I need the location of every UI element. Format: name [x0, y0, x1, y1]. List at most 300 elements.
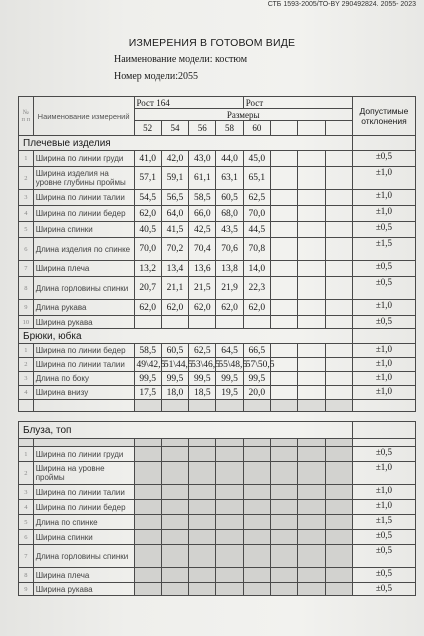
value-cell — [161, 500, 188, 515]
value-cell: 43,5 — [216, 222, 243, 238]
size-cell: 60 — [243, 121, 270, 136]
tolerance-cell: ±1,0 — [352, 372, 415, 386]
value-cell — [134, 530, 161, 545]
tolerance-cell: ±0,5 — [352, 151, 415, 167]
value-cell — [243, 316, 270, 329]
value-cell — [161, 462, 188, 485]
value-cell: 99,5 — [243, 372, 270, 386]
value-cell: 13,2 — [134, 261, 161, 277]
size-cell — [271, 121, 298, 136]
value-cell — [134, 515, 161, 530]
value-cell — [134, 462, 161, 485]
value-cell — [243, 583, 270, 596]
table-row — [19, 545, 416, 568]
value-cell: 45,0 — [243, 151, 270, 167]
value-cell — [271, 485, 298, 500]
value-cell — [134, 545, 161, 568]
row-number: 1 — [19, 447, 34, 462]
rost-164-header: Рост 164 — [134, 97, 243, 109]
size-cell: 56 — [189, 121, 216, 136]
value-cell — [134, 485, 161, 500]
measurement-name: Ширина рукава — [33, 583, 134, 596]
tolerance-cell: ±0,5 — [352, 261, 415, 277]
value-cell — [271, 462, 298, 485]
value-cell: 70,2 — [161, 238, 188, 261]
section-tol-cell — [352, 136, 415, 151]
value-cell — [325, 300, 352, 316]
table-row — [19, 530, 416, 545]
rost-header: Рост — [243, 97, 352, 109]
value-cell — [189, 447, 216, 462]
value-cell — [271, 190, 298, 206]
measurement-name: Ширина плеча — [33, 568, 134, 583]
tolerance-cell: ±1,0 — [352, 500, 415, 515]
value-cell — [298, 222, 325, 238]
value-cell — [189, 462, 216, 485]
row-number: 2 — [19, 167, 34, 190]
value-cell — [189, 530, 216, 545]
measurement-name: Ширина по линии бедер — [33, 500, 134, 515]
value-cell — [161, 530, 188, 545]
value-cell: 59,1 — [161, 167, 188, 190]
measurement-name: Ширина плеча — [33, 261, 134, 277]
value-cell — [325, 238, 352, 261]
value-cell — [216, 500, 243, 515]
tolerance-cell: ±0,5 — [352, 568, 415, 583]
value-cell: 13,8 — [216, 261, 243, 277]
section-title: Блуза, топ — [19, 422, 353, 439]
row-number: 7 — [19, 261, 34, 277]
tolerance-cell: ±0,5 — [352, 222, 415, 238]
value-cell — [189, 568, 216, 583]
value-cell — [325, 206, 352, 222]
value-cell: 64,5 — [216, 344, 243, 358]
value-cell: 58,5 — [134, 344, 161, 358]
table-row — [19, 568, 416, 583]
value-cell — [134, 568, 161, 583]
value-cell — [134, 583, 161, 596]
value-cell: 62,0 — [134, 206, 161, 222]
value-cell — [243, 462, 270, 485]
value-cell: 70,0 — [243, 206, 270, 222]
value-cell: 21,9 — [216, 277, 243, 300]
section-row — [19, 136, 416, 151]
value-cell — [271, 530, 298, 545]
value-cell — [325, 344, 352, 358]
measurement-name: Ширина по линии груди — [33, 151, 134, 167]
tolerance-cell: ±1,0 — [352, 167, 415, 190]
value-cell: 70,8 — [243, 238, 270, 261]
value-cell: 42,0 — [161, 151, 188, 167]
tolerance-cell: ±1,0 — [352, 358, 415, 372]
document-title: ИЗМЕРЕНИЯ В ГОТОВОМ ВИДЕ — [128, 37, 296, 49]
size-cell: 54 — [161, 121, 188, 136]
table-row — [19, 261, 416, 277]
value-cell — [189, 500, 216, 515]
value-cell — [298, 545, 325, 568]
value-cell — [243, 485, 270, 500]
value-cell — [298, 447, 325, 462]
name-header: Наименование измерений — [33, 97, 134, 136]
section-title: Плечевые изделия — [19, 136, 353, 151]
value-cell — [271, 151, 298, 167]
table-row — [19, 485, 416, 500]
value-cell: 99,5 — [189, 372, 216, 386]
value-cell — [243, 447, 270, 462]
value-cell — [271, 206, 298, 222]
value-cell — [298, 151, 325, 167]
size-cell: 52 — [134, 121, 161, 136]
value-cell: 41,5 — [161, 222, 188, 238]
tolerance-cell: ±0,5 — [352, 530, 415, 545]
value-cell: 60,5 — [216, 190, 243, 206]
row-number: 1 — [19, 344, 34, 358]
tolerance-cell: ±1,0 — [352, 300, 415, 316]
value-cell: 60,5 — [161, 344, 188, 358]
measurement-name: Ширина по линии бедер — [33, 344, 134, 358]
value-cell: 62,5 — [243, 190, 270, 206]
value-cell — [325, 447, 352, 462]
value-cell — [161, 583, 188, 596]
value-cell — [298, 167, 325, 190]
value-cell: 57,1 — [134, 167, 161, 190]
value-cell — [271, 222, 298, 238]
value-cell — [325, 372, 352, 386]
value-cell — [325, 358, 352, 372]
value-cell: 62,0 — [189, 300, 216, 316]
row-number: 7 — [19, 545, 34, 568]
measurement-name: Ширина по линии талии — [33, 190, 134, 206]
value-cell: 99,5 — [161, 372, 188, 386]
value-cell — [325, 167, 352, 190]
value-cell: 14,0 — [243, 261, 270, 277]
measurement-name: Ширина на уровне проймы — [33, 462, 134, 485]
value-cell: 53\46,5 — [189, 358, 216, 372]
measurements-table — [18, 96, 416, 596]
value-cell: 62,5 — [189, 344, 216, 358]
value-cell: 62,0 — [243, 300, 270, 316]
value-cell: 64,0 — [161, 206, 188, 222]
value-cell — [271, 386, 298, 400]
row-number: 8 — [19, 277, 34, 300]
tolerance-cell: ±0,5 — [352, 545, 415, 568]
tolerance-cell: ±1,0 — [352, 344, 415, 358]
value-cell: 13,4 — [161, 261, 188, 277]
value-cell — [189, 515, 216, 530]
value-cell — [325, 462, 352, 485]
value-cell — [271, 238, 298, 261]
value-cell — [271, 515, 298, 530]
value-cell: 13,6 — [189, 261, 216, 277]
value-cell — [298, 583, 325, 596]
value-cell: 18,0 — [161, 386, 188, 400]
value-cell: 18,5 — [189, 386, 216, 400]
table-row — [19, 386, 416, 400]
value-cell — [325, 222, 352, 238]
row-number: 4 — [19, 500, 34, 515]
value-cell — [243, 515, 270, 530]
measurement-name: Ширина внизу — [33, 386, 134, 400]
value-cell: 44,5 — [243, 222, 270, 238]
value-cell: 20,7 — [134, 277, 161, 300]
measurement-name: Ширина изделия на уровне глубины проймы — [33, 167, 134, 190]
value-cell — [271, 277, 298, 300]
table-row — [19, 190, 416, 206]
value-cell — [243, 545, 270, 568]
value-cell: 41,0 — [134, 151, 161, 167]
value-cell — [189, 583, 216, 596]
value-cell — [271, 167, 298, 190]
size-cell — [298, 121, 325, 136]
value-cell — [325, 545, 352, 568]
value-cell: 22,3 — [243, 277, 270, 300]
section-row — [19, 329, 416, 344]
measurement-name: Ширина по линии бедер — [33, 206, 134, 222]
value-cell: 56,5 — [161, 190, 188, 206]
value-cell — [298, 500, 325, 515]
value-cell — [325, 151, 352, 167]
value-cell — [271, 344, 298, 358]
value-cell — [216, 316, 243, 329]
value-cell — [161, 515, 188, 530]
row-number: 10 — [19, 316, 34, 329]
value-cell — [325, 386, 352, 400]
value-cell: 42,5 — [189, 222, 216, 238]
tolerance-cell: ±1,0 — [352, 190, 415, 206]
value-cell: 66,5 — [243, 344, 270, 358]
value-cell: 68,0 — [216, 206, 243, 222]
measurement-name: Ширина спинки — [33, 530, 134, 545]
table-row — [19, 222, 416, 238]
size-cell — [325, 121, 352, 136]
value-cell: 65,1 — [243, 167, 270, 190]
value-cell — [161, 447, 188, 462]
row-number: 3 — [19, 372, 34, 386]
value-cell — [325, 500, 352, 515]
tolerance-cell: ±0,5 — [352, 583, 415, 596]
value-cell — [298, 261, 325, 277]
row-number: 3 — [19, 485, 34, 500]
value-cell: 17,5 — [134, 386, 161, 400]
value-cell — [161, 568, 188, 583]
value-cell: 70,0 — [134, 238, 161, 261]
value-cell — [325, 568, 352, 583]
tolerance-cell: ±1,0 — [352, 462, 415, 485]
size-cell: 58 — [216, 121, 243, 136]
value-cell — [298, 358, 325, 372]
value-cell — [271, 261, 298, 277]
table-row — [19, 344, 416, 358]
row-number: 4 — [19, 206, 34, 222]
value-cell — [325, 261, 352, 277]
table-row — [19, 300, 416, 316]
value-cell: 58,5 — [189, 190, 216, 206]
value-cell — [325, 515, 352, 530]
value-cell — [271, 316, 298, 329]
value-cell — [298, 530, 325, 545]
value-cell — [325, 277, 352, 300]
value-cell — [325, 190, 352, 206]
value-cell — [216, 485, 243, 500]
measurement-name: Длина изделия по спинке — [33, 238, 134, 261]
value-cell — [325, 530, 352, 545]
value-cell — [271, 568, 298, 583]
value-cell — [271, 372, 298, 386]
value-cell — [161, 316, 188, 329]
value-cell — [161, 485, 188, 500]
measurement-name: Ширина по линии груди — [33, 447, 134, 462]
row-number: 1 — [19, 151, 34, 167]
value-cell — [243, 530, 270, 545]
value-cell — [271, 300, 298, 316]
value-cell — [271, 358, 298, 372]
value-cell — [325, 485, 352, 500]
sizes-header: Размеры — [134, 109, 352, 121]
value-cell — [298, 238, 325, 261]
value-cell: 43,0 — [189, 151, 216, 167]
measurement-name: Ширина спинки — [33, 222, 134, 238]
value-cell — [216, 530, 243, 545]
table-row — [19, 372, 416, 386]
value-cell — [216, 515, 243, 530]
value-cell: 44,0 — [216, 151, 243, 167]
tolerance-header: Допустимые отклонения — [352, 97, 415, 136]
value-cell — [271, 500, 298, 515]
measurement-name: Длина горловины спинки — [33, 545, 134, 568]
value-cell — [134, 316, 161, 329]
value-cell — [243, 500, 270, 515]
value-cell — [271, 583, 298, 596]
measurement-name: Длина по спинке — [33, 515, 134, 530]
value-cell — [298, 386, 325, 400]
measurement-name: Ширина рукава — [33, 316, 134, 329]
value-cell — [271, 545, 298, 568]
table-row — [19, 583, 416, 596]
value-cell: 61,1 — [189, 167, 216, 190]
table-row — [19, 316, 416, 329]
measurement-name: Длина по боку — [33, 372, 134, 386]
value-cell — [298, 206, 325, 222]
value-cell: 62,0 — [161, 300, 188, 316]
table-row — [19, 500, 416, 515]
measurement-name: Длина рукава — [33, 300, 134, 316]
value-cell — [216, 583, 243, 596]
row-number: 8 — [19, 568, 34, 583]
measurement-name: Ширина по линии талии — [33, 485, 134, 500]
value-cell: 54,5 — [134, 190, 161, 206]
value-cell: 99,5 — [216, 372, 243, 386]
value-cell — [325, 583, 352, 596]
value-cell — [298, 277, 325, 300]
value-cell: 40,5 — [134, 222, 161, 238]
table-row — [19, 447, 416, 462]
table-row — [19, 515, 416, 530]
table-row — [19, 206, 416, 222]
value-cell — [134, 447, 161, 462]
table-row — [19, 167, 416, 190]
table-row — [19, 462, 416, 485]
table-row — [19, 358, 416, 372]
value-cell — [298, 462, 325, 485]
tolerance-cell: ±1,5 — [352, 515, 415, 530]
value-cell: 66,0 — [189, 206, 216, 222]
value-cell: 63,1 — [216, 167, 243, 190]
value-cell: 55\48,5 — [216, 358, 243, 372]
tolerance-cell: ±1,0 — [352, 386, 415, 400]
value-cell: 70,4 — [189, 238, 216, 261]
measurement-name: Длина горловины спинки — [33, 277, 134, 300]
section-tol-cell — [352, 422, 415, 439]
spacer-row — [19, 400, 416, 412]
value-cell: 49\42,5 — [134, 358, 161, 372]
value-cell: 21,1 — [161, 277, 188, 300]
section-row — [19, 422, 416, 439]
num-header: № п п — [19, 97, 34, 136]
value-cell — [189, 316, 216, 329]
tolerance-cell: ±0,5 — [352, 447, 415, 462]
value-cell: 62,0 — [134, 300, 161, 316]
value-cell: 51\44,5 — [161, 358, 188, 372]
value-cell — [134, 500, 161, 515]
row-number: 2 — [19, 462, 34, 485]
value-cell: 20,0 — [243, 386, 270, 400]
value-cell — [189, 545, 216, 568]
value-cell: 62,0 — [216, 300, 243, 316]
value-cell — [298, 300, 325, 316]
value-cell: 57\50,5 — [243, 358, 270, 372]
row-number: 9 — [19, 300, 34, 316]
value-cell — [325, 316, 352, 329]
section-tol-cell — [352, 329, 415, 344]
tolerance-cell: ±1,5 — [352, 238, 415, 261]
model-number: Номер модели:2055 — [114, 71, 198, 82]
value-cell — [298, 515, 325, 530]
model-name: Наименование модели: костюм — [114, 54, 248, 65]
value-cell — [298, 344, 325, 358]
row-number: 4 — [19, 386, 34, 400]
table-row — [19, 238, 416, 261]
standard-reference: СТБ 1593-2005/ТО-BY 290492824. 2055- 2023 — [267, 1, 416, 8]
value-cell — [189, 485, 216, 500]
table-row — [19, 151, 416, 167]
value-cell — [161, 545, 188, 568]
row-number: 6 — [19, 238, 34, 261]
spacer-row — [19, 439, 416, 447]
value-cell — [216, 462, 243, 485]
table-row — [19, 277, 416, 300]
value-cell — [298, 568, 325, 583]
row-number: 2 — [19, 358, 34, 372]
row-number: 6 — [19, 530, 34, 545]
tolerance-cell: ±1,0 — [352, 206, 415, 222]
row-number: 9 — [19, 583, 34, 596]
value-cell — [216, 545, 243, 568]
value-cell — [298, 372, 325, 386]
row-number: 5 — [19, 222, 34, 238]
measurement-name: Ширина по линии талии — [33, 358, 134, 372]
spacer-row — [19, 412, 416, 422]
value-cell — [216, 568, 243, 583]
value-cell — [298, 190, 325, 206]
value-cell: 21,5 — [189, 277, 216, 300]
section-title: Брюки, юбка — [19, 329, 353, 344]
value-cell — [298, 316, 325, 329]
value-cell: 99,5 — [134, 372, 161, 386]
tolerance-cell: ±0,5 — [352, 316, 415, 329]
tolerance-cell: ±0,5 — [352, 277, 415, 300]
row-number: 3 — [19, 190, 34, 206]
value-cell: 70,6 — [216, 238, 243, 261]
